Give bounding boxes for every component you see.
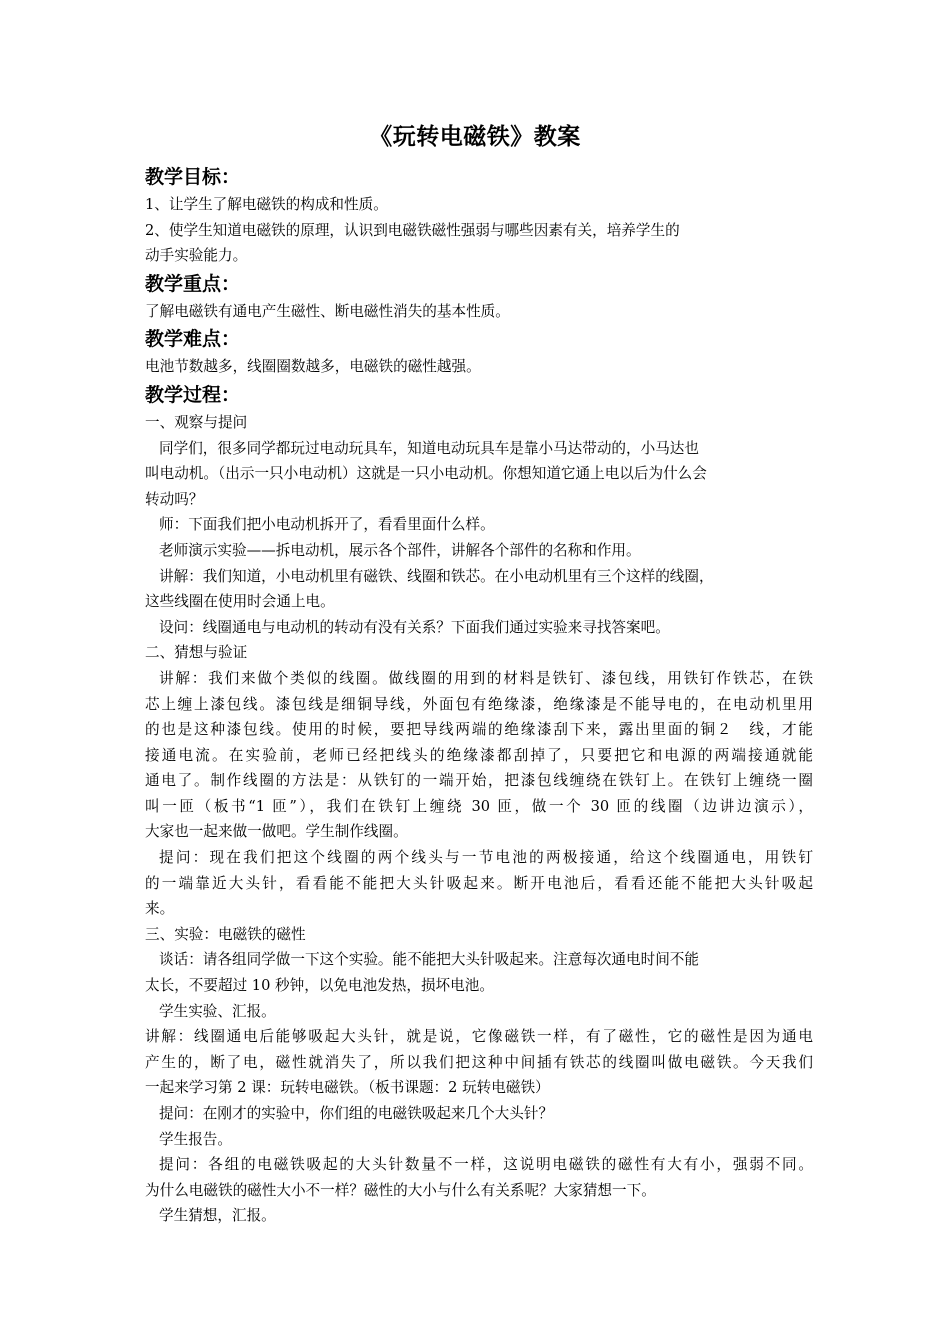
process-line: 谈话：请各组同学做一下这个实验。能不能把大头针吸起来。注意每次通电时间不能 bbox=[159, 951, 699, 969]
process-line: 接通电流。在实验前，老师已经把线头的绝缘漆都刮掉了，只要把它和电源的两端接通就能 bbox=[145, 746, 813, 764]
process-line: 提问：各组的电磁铁吸起的大头针数量不一样，这说明电磁铁的磁性有大有小，强弱不同。 bbox=[159, 1156, 813, 1174]
process-line: 同学们，很多同学都玩过电动玩具车，知道电动玩具车是靠小马达带动的，小马达也 bbox=[159, 439, 699, 457]
process-line: 叫一匝（板书“1 匝”），我们在铁钉上缠绕 30 匝，做一个 30 匝的线圈（边讲边演示）， bbox=[145, 797, 813, 815]
process-line: 学生猜想，汇报。 bbox=[159, 1207, 276, 1225]
process-line: 芯上缠上漆包线。漆包线是细铜导线，外面包有绝缘漆，绝缘漆是不能导电的，在电动机里用 bbox=[145, 695, 813, 713]
process-line: 这些线圈在使用时会通上电。 bbox=[145, 593, 335, 611]
objectives-heading: 教学目标： bbox=[145, 166, 241, 188]
process-subheading: 二、猜想与验证 bbox=[145, 644, 248, 662]
process-line: 学生报告。 bbox=[159, 1130, 232, 1148]
process-heading: 教学过程： bbox=[145, 383, 241, 406]
key-points-heading: 教学重点： bbox=[145, 272, 241, 295]
difficulties-line: 电池节数越多，线圈圈数越多，电磁铁的磁性越强。 bbox=[145, 358, 481, 376]
process-line: 师：下面我们把小电动机拆开了，看看里面什么样。 bbox=[159, 516, 495, 534]
process-line: 提问：在刚才的实验中，你们组的电磁铁吸起来几个大头针？ bbox=[159, 1105, 554, 1122]
process-line: 老师演示实验——拆电动机，展示各个部件，讲解各个部件的名称和作用。 bbox=[159, 541, 641, 559]
process-line: 太长，不要超过 10 秒钟，以免电池发热，损坏电池。 bbox=[145, 977, 494, 995]
process-line: 设问：线圈通电与电动机的转动有没有关系？下面我们通过实验来寻找答案吧。 bbox=[159, 618, 670, 636]
process-line: 讲解：我们知道，小电动机里有磁铁、线圈和铁芯。在小电动机里有三个这样的线圈， bbox=[159, 567, 714, 585]
process-line: 讲解：线圈通电后能够吸起大头针，就是说，它像磁铁一样，有了磁性，它的磁性是因为通电 bbox=[145, 1028, 813, 1046]
process-line: 转动吗？ bbox=[145, 490, 204, 508]
objectives-line: 动手实验能力。 bbox=[145, 247, 248, 265]
process-line: 来。 bbox=[145, 900, 175, 918]
process-line: 产生的，断了电，磁性就消失了，所以我们把这种中间插有铁芯的线圈叫做电磁铁。今天我们 bbox=[145, 1053, 813, 1071]
process-subheading: 三、实验：电磁铁的磁性 bbox=[145, 925, 306, 943]
process-line: 通电了。制作线圈的方法是：从铁钉的一端开始，把漆包线缠绕在铁钉上。在铁钉上缠绕一圈 bbox=[145, 772, 813, 790]
process-subheading: 一、观察与提问 bbox=[145, 413, 248, 431]
document-body bbox=[145, 162, 813, 1229]
process-line: 的一端靠近大头针，看看能不能把大头针吸起来。断开电池后，看看还能不能把大头针吸起 bbox=[145, 874, 813, 892]
objectives-line: 2、使学生知道电磁铁的原理，认识到电磁铁磁性强弱与哪些因素有关，培养学生的 bbox=[145, 221, 680, 239]
process-line: 的也是这种漆包线。使用的时候，要把导线两端的绝缘漆刮下来，露出里面的铜２ 线，才能 bbox=[145, 721, 813, 739]
process-line: 一起来学习第 2 课：玩转电磁铁。（板书课题：2 玩转电磁铁） bbox=[145, 1079, 550, 1097]
key-points-line: 了解电磁铁有通电产生磁性、断电磁性消失的基本性质。 bbox=[145, 302, 510, 320]
process-line: 为什么电磁铁的磁性大小不一样？磁性的大小与什么有关系呢？大家猜想一下。 bbox=[145, 1181, 656, 1199]
difficulties-heading: 教学难点： bbox=[145, 328, 241, 351]
process-line: 提问：现在我们把这个线圈的两个线头与一节电池的两极接通，给这个线圈通电，用铁钉 bbox=[159, 849, 813, 867]
process-line: 大家也一起来做一做吧。学生制作线圈。 bbox=[145, 823, 408, 841]
process-line: 学生实验、汇报。 bbox=[159, 1002, 276, 1020]
process-line: 讲解：我们来做个类似的线圈。做线圈的用到的材料是铁钉、漆包线，用铁钉作铁芯，在铁 bbox=[159, 669, 813, 687]
document-title: 《玩转电磁铁》教案 bbox=[369, 124, 581, 150]
process-line: 叫电动机。（出示一只小电动机）这就是一只小电动机。你想知道它通上电以后为什么会 bbox=[145, 465, 707, 483]
objectives-line: 1、让学生了解电磁铁的构成和性质。 bbox=[145, 196, 388, 213]
